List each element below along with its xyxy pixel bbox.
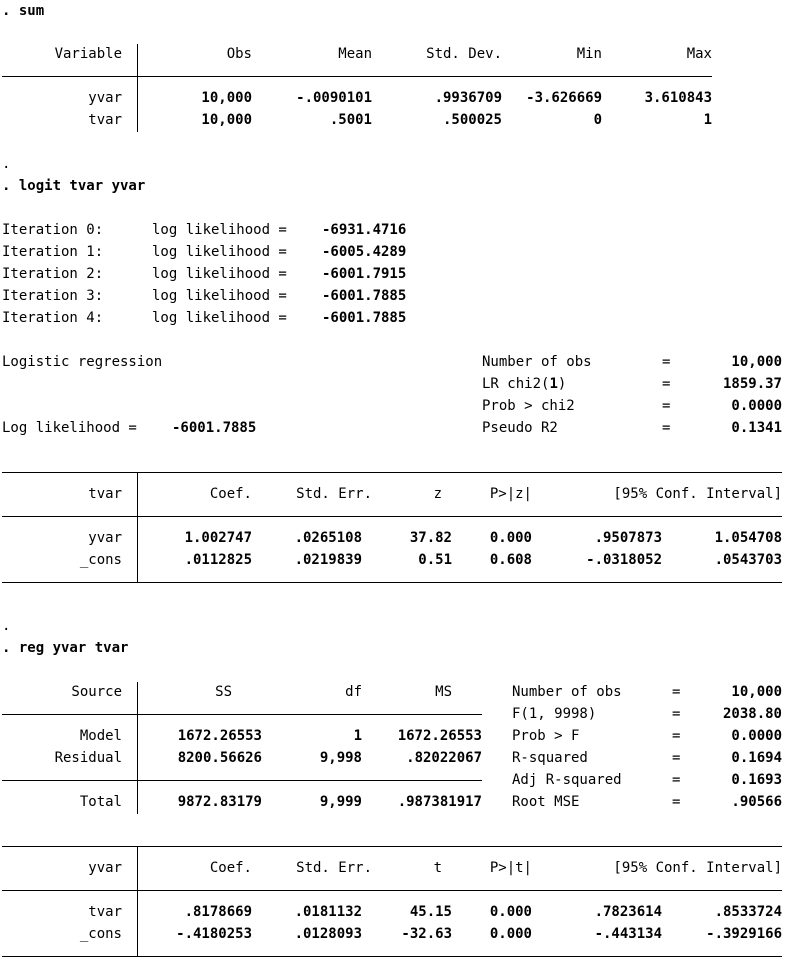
sum-obs-value: 10,000 — [201, 90, 252, 106]
se-value: .0219839 — [294, 552, 362, 568]
anova-ss: 1672.26553 — [177, 728, 262, 744]
anova-ms: 1672.26553 — [397, 728, 482, 744]
p-value: 0.608 — [489, 552, 532, 568]
iteration-value: -6001.7915 — [322, 266, 407, 282]
sum-header-divider — [2, 76, 712, 77]
coef-header-ci: [95% Conf. Interval] — [613, 486, 782, 502]
coef-header-se: Std. Err. — [296, 860, 372, 876]
stat-value: 1859.37 — [722, 376, 782, 392]
p-value: 0.000 — [489, 904, 532, 920]
sum-vertical-divider — [137, 44, 138, 132]
logit-table-vertical-divider — [137, 472, 138, 582]
coef-var-name: yvar — [88, 530, 122, 546]
iteration-label: Iteration 4: — [2, 310, 104, 326]
sum-var-name: yvar — [88, 90, 122, 106]
anova-ms: .82022067 — [406, 750, 482, 766]
stat-label-end: ) — [557, 376, 567, 392]
command-line-sum: . sum — [2, 3, 45, 19]
iteration-label: Iteration 1: — [2, 244, 104, 260]
iteration-value: -6001.7885 — [322, 310, 407, 326]
stat-value: 10,000 — [731, 684, 782, 700]
sum-max-value: 1 — [703, 112, 712, 128]
iteration-value: -6001.7885 — [322, 288, 407, 304]
coef-header-stat: z — [433, 486, 442, 502]
anova-df: 9,999 — [319, 794, 362, 810]
iteration-label: Iteration 3: — [2, 288, 104, 304]
coef-value: .0112825 — [184, 552, 252, 568]
coef-header-pvalue: P>|t| — [489, 860, 532, 876]
ci-lower: -.443134 — [594, 926, 662, 942]
ci-upper: -.3929166 — [706, 926, 782, 942]
logit-table-bottom-rule — [2, 582, 782, 583]
iteration-text: log likelihood = — [152, 288, 287, 304]
command-line-reg: . reg yvar tvar — [2, 640, 129, 656]
se-value: .0181132 — [294, 904, 362, 920]
se-value: .0128093 — [294, 926, 362, 942]
sum-mean-value: -.0090101 — [296, 90, 372, 106]
iteration-value: -6931.4716 — [322, 222, 407, 238]
stat-value: .90566 — [731, 794, 782, 810]
coef-header-ci: [95% Conf. Interval] — [613, 860, 782, 876]
coef-header-coef: Coef. — [209, 860, 252, 876]
stat-value: 0.1341 — [731, 420, 782, 436]
stat-value: 2038.80 — [722, 706, 782, 722]
iteration-label: Iteration 0: — [2, 222, 104, 238]
ci-upper: .8533724 — [714, 904, 782, 920]
stat-label: R-squared — [512, 750, 588, 766]
anova-total-divider — [2, 780, 482, 781]
iteration-text: log likelihood = — [152, 310, 287, 326]
anova-source: Residual — [54, 750, 122, 766]
stat-value: 0.1693 — [731, 772, 782, 788]
sum-header-obs: Obs — [226, 46, 252, 62]
coef-var-name: _cons — [79, 926, 122, 942]
coef-header-depvar: tvar — [88, 486, 122, 502]
reg-table-vertical-divider — [137, 846, 138, 956]
coef-header-depvar: yvar — [88, 860, 122, 876]
sum-sd-value: .500025 — [442, 112, 502, 128]
iteration-label: Iteration 2: — [2, 266, 104, 282]
anova-ms: .987381917 — [397, 794, 482, 810]
stat-label: Number of obs — [512, 684, 622, 700]
stat-equals: = — [662, 420, 671, 436]
sum-min-value: -3.626669 — [526, 90, 602, 106]
anova-vertical-divider — [137, 682, 138, 814]
iteration-text: log likelihood = — [152, 222, 287, 238]
stat-label: Number of obs — [482, 354, 592, 370]
reg-table-bottom-rule — [2, 956, 782, 957]
ci-lower: .7823614 — [594, 904, 662, 920]
stat-equals: = — [672, 750, 681, 766]
blank-dot-line: . — [2, 618, 11, 634]
iteration-text: log likelihood = — [152, 266, 287, 282]
command-line-logit: . logit tvar yvar — [2, 178, 146, 194]
sum-sd-value: .9936709 — [434, 90, 502, 106]
sum-header-stddev: Std. Dev. — [426, 46, 502, 62]
stat-label: Pseudo R2 — [482, 420, 558, 436]
anova-header-divider — [2, 714, 482, 715]
p-value: 0.000 — [489, 926, 532, 942]
ci-lower: -.0318052 — [586, 552, 662, 568]
coef-value: 1.002747 — [184, 530, 252, 546]
coef-header-coef: Coef. — [209, 486, 252, 502]
anova-header-df: df — [345, 684, 362, 700]
blank-dot-line: . — [2, 156, 11, 172]
sum-mean-value: .5001 — [329, 112, 372, 128]
stat-label — [482, 373, 566, 395]
stat-label-df: 1 — [549, 376, 558, 392]
anova-header-source: Source — [71, 684, 122, 700]
coef-var-name: _cons — [79, 552, 122, 568]
anova-ss: 9872.83179 — [177, 794, 262, 810]
stat-equals: = — [672, 684, 681, 700]
iteration-value: -6005.4289 — [322, 244, 407, 260]
sum-min-value: 0 — [593, 112, 602, 128]
anova-df: 9,998 — [319, 750, 362, 766]
stat-label: F(1, 9998) — [512, 706, 597, 722]
loglik-label: Log likelihood = — [2, 420, 137, 436]
stat-label-start: LR chi2( — [482, 376, 550, 392]
anova-df: 1 — [353, 728, 362, 744]
t-value: 45.15 — [409, 904, 452, 920]
sum-max-value: 3.610843 — [644, 90, 712, 106]
anova-source: Model — [79, 728, 122, 744]
stat-value: 0.0000 — [731, 398, 782, 414]
sum-var-name: tvar — [88, 112, 122, 128]
z-value: 37.82 — [409, 530, 452, 546]
stat-equals: = — [672, 794, 681, 810]
stat-label: Prob > F — [512, 728, 580, 744]
stat-equals: = — [662, 398, 671, 414]
t-value: -32.63 — [401, 926, 452, 942]
sum-header-variable: Variable — [54, 46, 122, 62]
stat-equals: = — [672, 728, 681, 744]
stat-equals: = — [662, 354, 671, 370]
coef-header-pvalue: P>|z| — [489, 486, 532, 502]
anova-source: Total — [79, 794, 122, 810]
se-value: .0265108 — [294, 530, 362, 546]
coef-header-stat: t — [433, 860, 442, 876]
logit-header-divider — [2, 516, 782, 517]
anova-header-ms: MS — [435, 684, 452, 700]
stat-label: Root MSE — [512, 794, 580, 810]
stat-equals: = — [662, 376, 671, 392]
stat-value: 0.0000 — [731, 728, 782, 744]
stat-equals: = — [672, 706, 681, 722]
sum-header-min: Min — [576, 46, 602, 62]
ci-lower: .9507873 — [594, 530, 662, 546]
coef-var-name: tvar — [88, 904, 122, 920]
ci-upper: .0543703 — [714, 552, 782, 568]
reg-table-top-rule — [2, 846, 782, 847]
coef-value: -.4180253 — [176, 926, 252, 942]
sum-obs-value: 10,000 — [201, 112, 252, 128]
sum-header-max: Max — [686, 46, 712, 62]
stat-value: 10,000 — [731, 354, 782, 370]
stat-equals: = — [672, 772, 681, 788]
sum-header-mean: Mean — [338, 46, 372, 62]
z-value: 0.51 — [418, 552, 452, 568]
stat-label: Adj R-squared — [512, 772, 622, 788]
anova-header-ss: SS — [215, 684, 232, 700]
reg-header-divider — [2, 890, 782, 891]
anova-ss: 8200.56626 — [177, 750, 262, 766]
stat-label: Prob > chi2 — [482, 398, 575, 414]
loglik-value: -6001.7885 — [172, 420, 257, 436]
coef-header-se: Std. Err. — [296, 486, 372, 502]
stat-value: 0.1694 — [731, 750, 782, 766]
ci-upper: 1.054708 — [714, 530, 782, 546]
coef-value: .8178669 — [184, 904, 252, 920]
p-value: 0.000 — [489, 530, 532, 546]
model-title: Logistic regression — [2, 354, 163, 370]
logit-table-top-rule — [2, 472, 782, 473]
iteration-text: log likelihood = — [152, 244, 287, 260]
